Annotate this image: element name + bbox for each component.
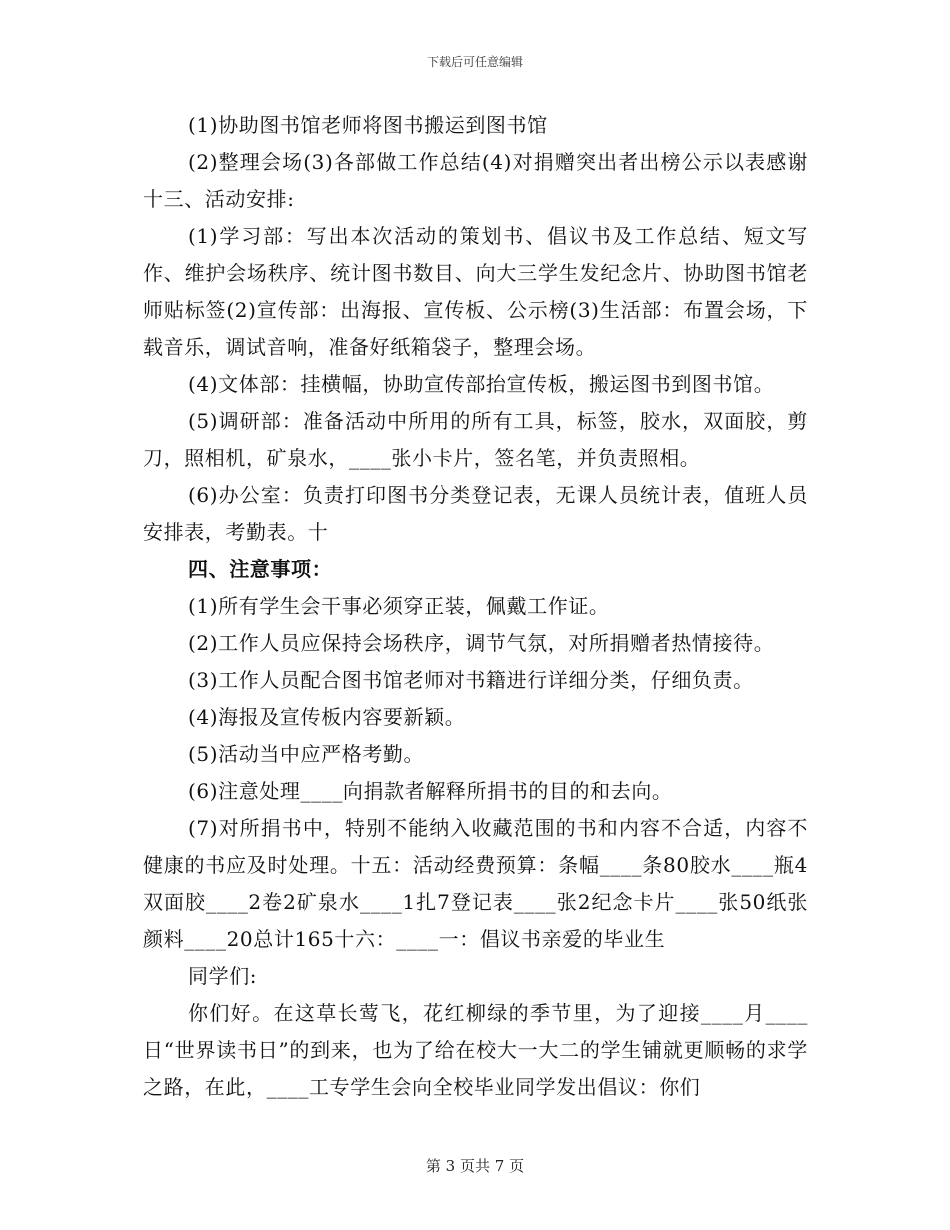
- paragraph-1: (1)协助图书馆老师将图书搬运到图书馆: [188, 113, 548, 137]
- paragraph-8: (2)工作人员应保持会场秩序，调节气氛，对所捐赠者热情接待。: [188, 631, 775, 655]
- paragraph-6: (6)办公室：负责打印图书分类登记表，无课人员统计表，值班人员安排表，考勤表。十: [143, 483, 808, 544]
- paragraph-3: (1)学习部：写出本次活动的策划书、倡议书及工作总结、短文写作、维护会场秩序、统计图书数目、向大三学生发纪念片、协助图书馆老师贴标签(2)宣传部：出海报、宣传板、公示榜(3)生活部：布置会场，下载音乐，调试音响，准备好纸箱袋子，整理会场。: [143, 224, 808, 359]
- paragraph-15: 你们好。在这草长莺飞，花红柳绿的季节里，为了迎接____月____日“世界读书日”的到来，也为了给在校大一大二的学生铺就更顺畅的求学之路，在此，____工专学生会向全校毕业同学发出倡议：你们: [143, 1001, 808, 1099]
- paragraph-10: (4)海报及宣传板内容要新颖。: [188, 705, 466, 729]
- paragraph-5: (5)调研部：准备活动中所用的所有工具，标签，胶水，双面胶，剪刀，照相机，矿泉水，____张小卡片，签名笔，并负责照相。: [143, 409, 808, 470]
- paragraph-7: (1)所有学生会干事必须穿正装，佩戴工作证。: [188, 594, 610, 618]
- section-heading: 四、注意事项：: [188, 557, 333, 581]
- page-header: 下载后可任意编辑: [426, 55, 523, 69]
- paragraph-14: 同学们:: [188, 964, 258, 988]
- paragraph-13: (7)对所捐书中，特别不能纳入收藏范围的书和内容不合适，内容不健康的书应及时处理。十五：活动经费预算：条幅____条80胶水____瓶4双面胶____2卷2矿泉水____1扎7登记表____张2纪念卡片____张50纸张颜料____20总计165十六：____一：倡议书亲爱的毕业生: [143, 816, 808, 951]
- document-body: [143, 107, 808, 1106]
- paragraph-12: (6)注意处理____向捐款者解释所捐书的目的和去向。: [188, 779, 673, 803]
- paragraph-11: (5)活动当中应严格考勤。: [188, 742, 425, 766]
- page-footer: 第 3 页共 7 页: [425, 1157, 525, 1175]
- paragraph-9: (3)工作人员配合图书馆老师对书籍进行详细分类，仔细负责。: [188, 668, 754, 692]
- paragraph-2: (2)整理会场(3)各部做工作总结(4)对捐赠突出者出榜公示以表感谢十三、活动安排:: [143, 150, 808, 211]
- paragraph-4: (4)文体部：挂横幅，协助宣传部抬宣传板，搬运图书到图书馆。: [188, 372, 775, 396]
